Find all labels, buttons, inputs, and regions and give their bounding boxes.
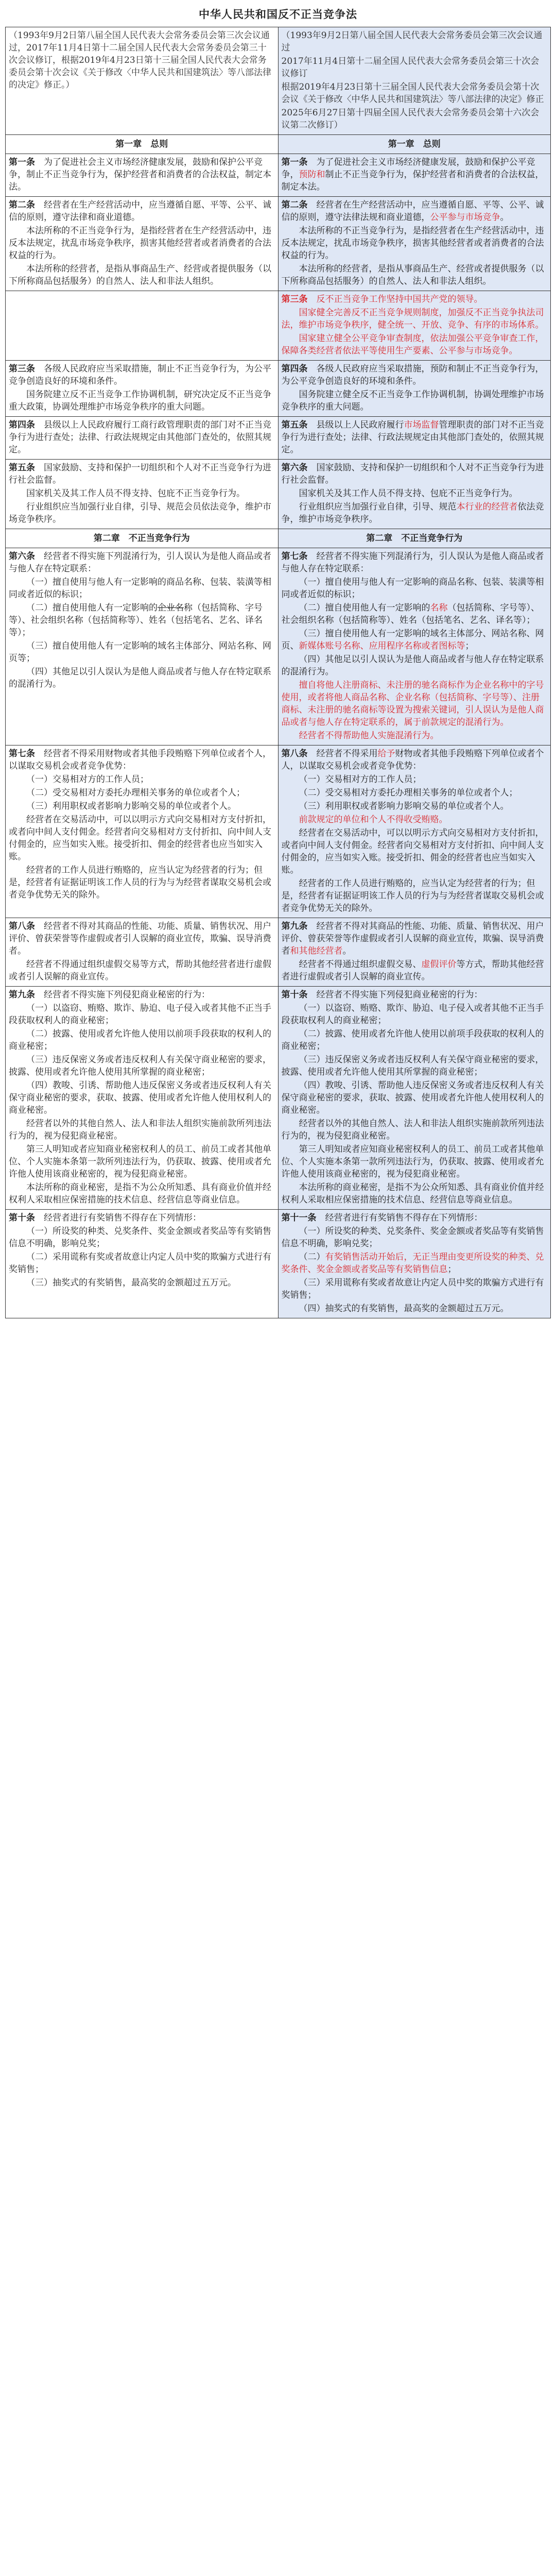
article-number: 第十条 [9,1213,44,1223]
article-text: （一）交易相对方的工作人员； [299,774,422,785]
article-text: 经营者在生产经营活动中，应当遵循自愿、平等、公平、诚信的原则，遵守法律和商业道德。 [9,200,271,223]
article-paragraph [9,501,275,526]
article-text: （四）教唆、引诱、帮助他人违反保密义务或者违反权利人有关保守商业秘密的要求，获取、披露、使用或者允许他人使用权利人的商业秘密。 [281,1080,544,1115]
article-text: 预防和 [299,170,325,180]
preamble-old [6,27,279,135]
old-version-cell [6,548,279,745]
old-version-cell [6,417,279,460]
article-paragraph [9,920,275,957]
article-text: 国家机关及其工作人员不得支持、包庇不正当竞争行为。 [26,488,245,499]
comparison-table [5,27,551,1318]
article-text: 制止不正当竞争行为，保护经营者和消费者的合法权益，制定本法。 [281,170,544,192]
article-paragraph [282,576,548,601]
article-number: 第九条 [281,921,317,931]
article-paragraph [9,487,275,500]
article-paragraph [282,225,548,262]
old-version-cell [6,918,279,987]
new-version-cell [278,1210,551,1318]
article-paragraph [282,1251,548,1276]
article-paragraph [282,814,548,826]
article-text: 国家鼓励、支持和保护一切组织和个人对不正当竞争行为进行社会监督。 [9,463,271,485]
article-row [6,361,551,417]
article-text: 经营者不得对其商品的性能、功能、质量、销售状况、用户评价、曾获荣誉等作虚假或者引人误解的商业宣传，欺骗、误导消费者 [281,921,544,956]
article-paragraph [9,199,275,224]
article-number: 第七条 [9,749,44,759]
article-paragraph [9,156,275,193]
article-text: 经营者不得对其商品的性能、功能、质量、销售状况、用户评价、曾获荣誉等作虚假或者引人误解的商业宣传，欺骗、误导消费者。 [9,921,271,956]
article-text: （一）擅自使用与他人有一定影响的商品名称、包装、装潢等相同或者近似的标识； [281,577,544,600]
article-number: 第十条 [281,990,317,1000]
article-text: 依法竞争，维护市场竞争秩序。 [281,502,544,524]
article-number: 第四条 [281,364,317,374]
article-text: 各级人民政府应当采取措施，制止不正当竞争行为，为公平竞争创造良好的环境和条件。 [9,364,271,386]
article-text: （四）抽奖式的有奖销售，最高奖的金额超过五万元。 [299,1303,509,1314]
old-version-cell [6,291,279,361]
article-paragraph [282,1002,548,1027]
article-text: 经营者进行有奖销售不得存在下列情形： [325,1213,483,1223]
article-paragraph [9,1143,275,1180]
article-row [6,197,551,291]
article-paragraph [9,773,275,786]
new-version-cell [278,460,551,529]
article-number: 第九条 [9,990,44,1000]
article-paragraph [282,989,548,1001]
article-paragraph [282,462,548,486]
article-paragraph [282,363,548,387]
article-text: 本法所称的不正当竞争行为，是指经营者在生产经营活动中，违反本法规定，扰乱市场竞争秩序，损害其他经营者或者消费者的合法权益的行为。 [281,226,544,261]
article-text: （一）以盗窃、贿赂、欺诈、胁迫、电子侵入或者其他不正当手段获取权利人的商业秘密； [9,1003,271,1026]
article-text: 行业组织应当加强行业自律，引导、规范 [299,502,457,512]
article-text: 县级以上人民政府履行 [316,420,404,430]
article-text: （一）交易相对方的工作人员； [26,774,149,785]
article-paragraph [9,1251,275,1276]
article-text: 经营者不得实施下列混淆行为，引人误认为是他人商品或者与他人存在特定联系： [281,551,544,574]
article-row [6,291,551,361]
article-row [6,1210,551,1318]
article-row [6,417,551,460]
article-paragraph [282,332,548,357]
article-text: 经营者不得采用 [316,749,378,759]
article-text: （二）受交易相对方委托办理相关事务的单位或者个人； [299,788,518,798]
article-row [6,460,551,529]
article-number: 第一条 [281,157,317,167]
article-paragraph [282,827,548,876]
article-number: 第三条 [281,294,317,304]
article-paragraph [9,800,275,812]
article-text: 经营者不得实施下列混淆行为，引人误认为是他人商品或者与他人存在特定联系： [9,551,271,574]
article-text: 经营者在交易活动中，可以以明示方式向交易相对方支付折扣，或者向中间人支付佣金。经营者向交易相对方支付折扣、向中间人支付佣金的，应当如实入账。接受折扣、佣金的经营者也应当如实入账。 [281,828,544,875]
article-text: 反不正当竞争工作坚持中国共产党的领导。 [316,294,483,304]
article-text: 县级以上人民政府履行工商行政管理职责的部门对不正当竞争行为进行查处；法律、行政法规规定由其他部门查处的，依照其规定。 [9,420,271,455]
article-text: 本法所称的商业秘密，是指不为公众所知悉、具有商业价值并经权利人采取相应保密措施的技术信息、经营信息等商业信息。 [9,1182,271,1205]
article-paragraph [9,263,275,287]
article-text: （一）擅自使用与他人有一定影响的商品名称、包装、装潢等相同或者近似的标识； [9,577,271,600]
article-row [6,918,551,987]
article-paragraph [9,1212,275,1224]
article-text: 管理职责的部门对不正当竞争行为进行查处；法律、行政法规规定由其他部门查处的，依照其规定。 [281,420,544,455]
article-text: 前款规定的单位和个人不得收受贿赂。 [299,815,448,825]
article-paragraph [9,1277,275,1289]
article-paragraph [282,293,548,306]
article-text: 和其他经营者 [290,946,343,956]
article-paragraph [282,730,548,742]
article-text: （二）擅自使用他人有一定影响的 [26,603,158,613]
article-text: 经营者不得实施下列侵犯商业秘密的行为： [316,990,483,1000]
article-paragraph [282,1117,548,1142]
article-text: 擅自将他人注册商标、未注册的驰名商标作为企业名称中的字号使用，或者将他人商品名称、企业名称（包括简称、字号等）、注册商标、未注册的驰名商标等设置为搜索关键词，引人误认为是他人商品或者与他人存在特定联系的，属于前款规定的混淆行为。 [281,680,544,727]
article-paragraph [9,814,275,863]
article-text: 企业名 [158,603,184,613]
article-paragraph [282,748,548,772]
article-text: 各级人民政府应当采取措施，预防和制止不正当竞争行为，为公平竞争创造良好的环境和条件。 [281,364,544,386]
article-paragraph [9,864,275,901]
article-row [6,548,551,745]
chapter-title: 第二章 不正当竞争行为 [366,533,463,544]
article-text: （三）擅自使用他人有一定影响的域名主体部分、网站名称、网页等； [9,641,271,664]
article-paragraph [9,1002,275,1027]
article-text: 第三人明知或者应知商业秘密权利人的员工、前员工或者其他单位、个人实施本条第一款所列违法行为，仍获取、披露、使用或者允许他人使用该商业秘密的，视为侵犯商业秘密。 [281,1144,544,1179]
article-text: 。 [500,212,509,223]
article-text: 财物或者其他手段贿赂下列单位或者个人，以谋取交易机会或者竞争优势： [281,749,544,771]
article-text: ； [447,1264,457,1275]
article-text: 公平参与市场竞争 [430,212,500,223]
article-number: 第二条 [9,200,44,210]
new-version-cell [278,197,551,291]
article-number: 第十一条 [281,1213,325,1223]
article-paragraph [9,602,275,639]
article-text: 经营者以外的其他自然人、法人和非法人组织实施前款所列违法行为的，视为侵犯商业秘密。 [9,1118,271,1141]
article-text: （一）以盗窃、贿赂、欺诈、胁迫、电子侵入或者其他不正当手段获取权利人的商业秘密； [281,1003,544,1026]
article-number: 第五条 [281,420,317,430]
article-paragraph [9,640,275,665]
article-paragraph [282,679,548,728]
preamble-new-line: 根据2019年4月23日第十三届全国人民代表大会常务委员会第十次会议《关于修改〈中华人民共和国建筑法〉等八部法律的决定》修正 [281,82,544,105]
article-text: （二）受交易相对方委托办理相关事务的单位或者个人； [26,788,245,798]
article-text: （二）披露、使用或者允许他人使用以前项手段获取的权利人的商业秘密； [281,1029,544,1052]
article-text: （三）违反保密义务或者违反权利人有关保守商业秘密的要求，披露、使用或者允许他人使用其所掌握的商业秘密； [9,1055,271,1077]
preamble-row [6,27,551,135]
article-paragraph [9,388,275,413]
article-text: 。 [342,946,352,956]
article-text: 国务院建立健全反不正当竞争工作协调机制，协调处理维护市场竞争秩序的重大问题。 [281,389,544,412]
article-text: （二）披露、使用或者允许他人使用以前项手段获取的权利人的商业秘密； [9,1029,271,1052]
new-version-cell [278,291,551,361]
article-number: 第七条 [281,551,317,562]
article-paragraph [9,1225,275,1250]
document-title: 中华人民共和国反不正当竞争法 [199,8,357,21]
article-text: 经营者不得通过组织虚假交易等方式，帮助其他经营者进行虚假或者引人误解的商业宣传。 [9,959,271,982]
article-paragraph [282,958,548,983]
article-text: 经营者以外的其他自然人、法人和非法人组织实施前款所列违法行为的，视为侵犯商业秘密。 [281,1118,544,1141]
chapter-title: 第二章 不正当竞争行为 [93,533,190,544]
old-version-cell [6,154,279,197]
article-text: （三）采用谎称有奖或者故意让内定人员中奖的欺骗方式进行有奖销售； [281,1278,544,1300]
chapter-heading-old [6,135,279,154]
article-text: （一）所设奖的种类、兑奖条件、奖金金额或者奖品等有奖销售信息不明确，影响兑奖； [281,1226,544,1249]
article-paragraph [282,550,548,575]
article-text: （四）其他足以引人误认为是他人商品或者与他人存在特定联系的混淆行为。 [9,667,271,689]
article-text: （三）违反保密义务或者违反权利人有关保守商业秘密的要求，披露、使用或者允许他人使用其所掌握的商业秘密； [281,1055,544,1077]
article-text: 国务院建立反不正当竞争工作协调机制，研究决定反不正当竞争重大政策，协调处理维护市场竞争秩序的重大问题。 [9,389,271,412]
article-text: 经营者进行有奖销售不得存在下列情形： [44,1213,201,1223]
article-paragraph [282,1277,548,1301]
article-paragraph [282,773,548,786]
article-paragraph [282,1181,548,1206]
new-version-cell [278,987,551,1210]
new-version-cell [278,361,551,417]
article-text: 经营者不得实施下列侵犯商业秘密的行为： [44,990,210,1000]
article-text: 经营者的工作人员进行贿赂的，应当认定为经营者的行为；但是，经营者有证据证明该工作人员的行为与为经营者谋取交易机会或者竞争优势无关的除外。 [281,878,544,913]
old-version-cell [6,460,279,529]
article-paragraph [9,1054,275,1078]
article-paragraph [9,419,275,456]
article-paragraph [282,602,548,626]
new-version-cell [278,548,551,745]
article-text: 经营者不得通过组织虚假交易、 [299,959,422,970]
article-text: （包括简称、字号等）、社会组织名称（包括简称等）、姓名（包括笔名、艺名、译名等）； [281,603,540,625]
article-paragraph [282,263,548,287]
article-paragraph [282,199,548,224]
article-paragraph [9,462,275,486]
article-text: ； [465,641,474,651]
chapter-heading-new [278,529,551,548]
article-row [6,745,551,918]
article-paragraph [9,550,275,575]
article-text: 第三人明知或者应知商业秘密权利人的员工、前员工或者其他单位、个人实施本条第一款所列违法行为，仍获取、披露、使用或者允许他人使用该商业秘密的，视为侵犯商业秘密。 [9,1144,271,1179]
new-version-cell [278,154,551,197]
article-text: 本法所称的商业秘密，是指不为公众所知悉、具有商业价值并经权利人采取相应保密措施的技术信息、经营信息等商业信息。 [281,1182,544,1205]
article-row [6,987,551,1210]
article-text: 本行业的经营者 [456,502,518,512]
article-text: 经营者在交易活动中，可以以明示方式向交易相对方支付折扣，或者向中间人支付佣金。经营者向交易相对方支付折扣、向中间人支付佣金的，应当如实入账。接受折扣、佣金的经营者也应当如实入账。 [9,815,271,862]
new-version-cell [278,417,551,460]
article-paragraph [9,666,275,690]
article-text: 国家健全完善反不正当竞争规则制度，加强反不正当竞争执法司法，维护市场竞争秩序，健全统一、开放、竞争、有序的市场体系。 [281,308,544,330]
article-text: 行业组织应当加强行业自律，引导、规范会员依法竞争，维护市场竞争秩序。 [9,502,271,524]
preamble-new [278,27,551,135]
article-text: （三）利用职权或者影响力影响交易的单位或者个人。 [26,801,236,811]
comparison-body [6,27,551,1318]
article-text: 市场监督 [404,420,439,430]
article-paragraph [282,628,548,652]
article-paragraph [9,1079,275,1116]
new-version-cell [278,918,551,987]
article-paragraph [282,1028,548,1053]
article-paragraph [282,388,548,413]
new-version-cell [278,745,551,918]
article-paragraph [282,1054,548,1078]
article-paragraph [9,1181,275,1206]
article-text: 称（包括简称、字号等）、社会组织名称（包括简称等）、姓名（包括笔名、艺名、译名等）； [9,603,263,638]
article-text: （二） [299,1252,325,1262]
old-version-cell [6,197,279,291]
article-number: 第八条 [281,749,317,759]
article-number: 第二条 [281,200,317,210]
article-paragraph [282,877,548,914]
article-paragraph [9,576,275,601]
article-text: （三）利用职权或者影响力影响交易的单位或者个人。 [299,801,509,811]
chapter-heading-old [6,529,279,548]
article-paragraph [282,653,548,678]
article-number: 第三条 [9,364,44,374]
article-text: 国家鼓励、支持和保护一切组织和个人对不正当竞争行为进行社会监督。 [281,463,544,485]
old-version-cell [6,745,279,918]
article-paragraph [282,1143,548,1180]
article-paragraph [282,487,548,500]
article-number: 第一条 [9,157,44,167]
article-paragraph [9,989,275,1001]
article-text: 虚假评价 [421,959,457,970]
article-number: 第四条 [9,420,44,430]
article-number: 第六条 [281,463,317,473]
article-paragraph [282,1302,548,1315]
old-version-cell [6,1210,279,1318]
article-paragraph [282,419,548,456]
article-paragraph [9,363,275,387]
article-text: 给予 [377,749,395,759]
article-number: 第六条 [9,551,44,562]
chapter-heading-new [278,135,551,154]
article-text: 有奖销售活动开始后，无正当理由变更所设奖的种类、兑奖条件、奖金金额或者奖品等有奖销售信息 [281,1252,544,1275]
chapter-row [6,135,551,154]
article-paragraph [9,225,275,262]
article-text: 等方式，帮助其他经营者进行虚假或者引人误解的商业宣传。 [281,959,544,982]
article-text: 经营者不得采用财物或者其他手段贿赂下列单位或者个人，以谋取交易机会或者竞争优势： [9,749,271,771]
article-text: 经营者不得帮助他人实施混淆行为。 [299,731,439,741]
article-number: 第八条 [9,921,44,931]
old-version-cell [6,987,279,1210]
article-text: 经营者的工作人员进行贿赂的，应当认定为经营者的行为；但是，经营者有证据证明该工作人员的行为与为经营者谋取交易机会或者竞争优势无关的除外。 [9,865,271,900]
article-paragraph [282,1212,548,1224]
article-text: 国家机关及其工作人员不得支持、包庇不正当竞争行为。 [299,488,518,499]
article-paragraph [282,800,548,812]
article-paragraph [282,1079,548,1116]
article-paragraph [9,787,275,799]
chapter-row [6,529,551,548]
article-text: 新媒体账号名称、应用程序名称或者图标等 [299,641,465,651]
article-text: （一）所设奖的种类、兑奖条件、奖金金额或者奖品等有奖销售信息不明确，影响兑奖； [9,1226,271,1249]
article-paragraph [282,156,548,193]
article-paragraph [282,501,548,526]
article-text: （二）擅自使用他人有一定影响的 [299,603,430,613]
article-text: 经营者在生产经营活动中，应当遵循自愿、平等、公平、诚信的原则，遵守法律法规和商业道德， [281,200,544,223]
article-text: 为了促进社会主义市场经济健康发展，鼓励和保护公平竞争， [281,157,535,180]
preamble-new-line: 2025年6月27日第十四届全国人民代表大会常务委员会第十六次会议第二次修订） [281,108,540,130]
article-paragraph [9,1028,275,1053]
article-paragraph [9,1117,275,1142]
article-text: （三）抽奖式的有奖销售，最高奖的金额超过五万元。 [26,1278,236,1288]
article-paragraph [282,307,548,331]
article-text: （二）采用谎称有奖或者故意让内定人员中奖的欺骗方式进行有奖销售； [9,1252,271,1275]
article-text: 为了促进社会主义市场经济健康发展，鼓励和保护公平竞争，制止不正当竞争行为，保护经营者和消费者的合法权益，制定本法。 [9,157,271,192]
article-text: 本法所称的经营者，是指从事商品生产、经营或者提供服务（以下所称商品包括服务）的自然人、法人和非法人组织。 [9,264,271,286]
preamble-old-text: （1993年9月2日第八届全国人民代表大会常务委员会第三次会议通过，2017年11月4日第十二届全国人民代表大会常务委员会第三十次会议修订，根据2019年4月23日第十三届全国人民代表大会常务委员会第十次会议《关于修改〈中华人民共和国建筑法〉等八部法律的决定》修正。） [9,30,271,90]
article-text: （四）其他足以引人误认为是他人商品或者与他人存在特定联系的混淆行为。 [281,654,544,677]
article-row [6,154,551,197]
preamble-new-line: 2017年11月4日第十二届全国人民代表大会常务委员会第三十次会议修订 [281,56,540,79]
article-number: 第五条 [9,463,44,473]
chapter-title: 第一章 总则 [388,139,441,149]
old-version-cell [6,361,279,417]
article-text: 国家建立健全公平竞争审查制度，依法加强公平竞争审查工作，保障各类经营者依法平等使用生产要素、公平参与市场竞争。 [281,333,544,356]
article-paragraph [282,787,548,799]
article-paragraph [282,1225,548,1250]
chapter-title: 第一章 总则 [115,139,168,149]
preamble-new-line: （1993年9月2日第八届全国人民代表大会常务委员会第三次会议通过 [281,30,543,53]
article-text: （四）教唆、引诱、帮助他人违反保密义务或者违反权利人有关保守商业秘密的要求，获取、披露、使用或者允许他人使用权利人的商业秘密。 [9,1080,271,1115]
article-text: （三）擅自使用他人有一定影响的域名主体部分、网站名称、网页、 [281,629,544,651]
article-paragraph [9,958,275,983]
article-text: 本法所称的经营者，是指从事商品生产、经营或者提供服务（以下所称商品包括服务）的自然人、法人和非法人组织。 [281,264,544,286]
article-paragraph [282,920,548,957]
article-paragraph [9,748,275,772]
article-text: 名称 [430,603,448,613]
article-text: 本法所称的不正当竞争行为，是指经营者在生产经营活动中，违反本法规定，扰乱市场竞争秩序，损害其他经营者或者消费者的合法权益的行为。 [9,226,271,261]
